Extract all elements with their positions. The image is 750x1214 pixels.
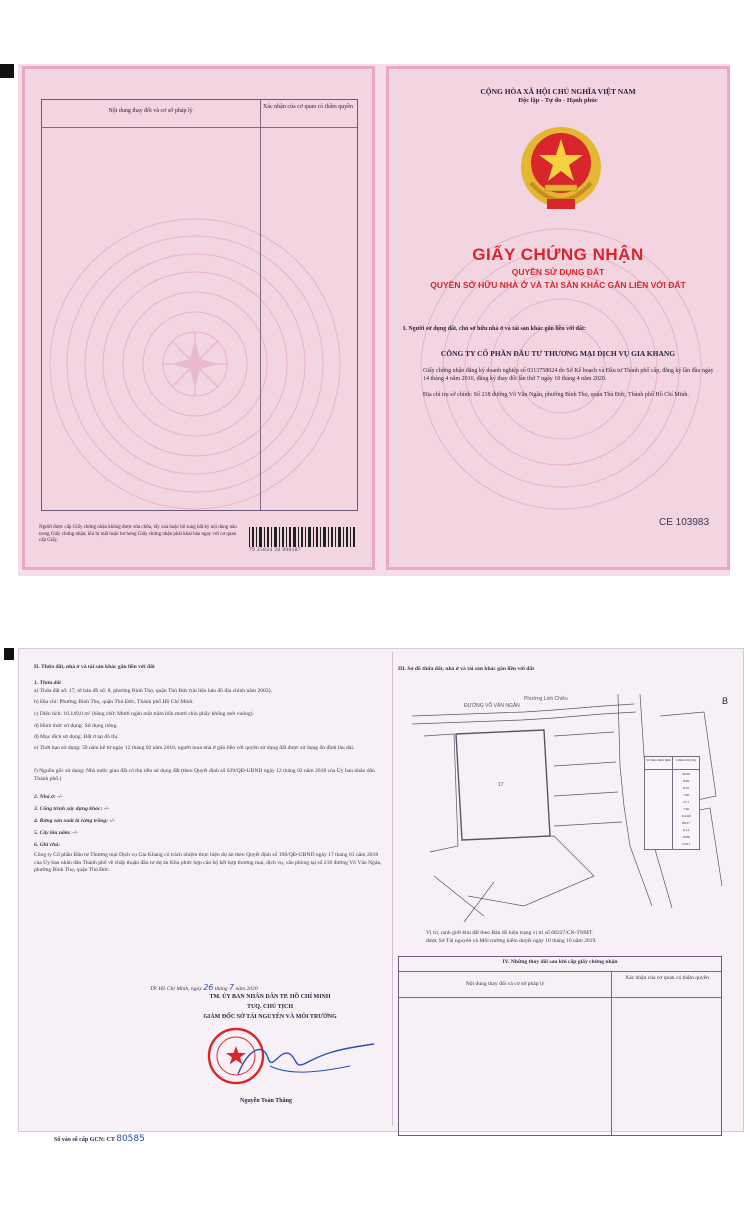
parcel-address: b) Địa chỉ: Phường Bình Thọ, quận Thủ Đức, Thành phố Hồ Chí Minh. <box>34 699 194 705</box>
coord-row: 8.14 <box>682 828 690 832</box>
road-label: ĐƯỜNG VÕ VĂN NGÂN <box>464 703 520 709</box>
coord-row: 7.00 <box>682 807 690 811</box>
coord-row: 112.60 <box>681 814 691 818</box>
coord-row: 99.38 <box>682 772 690 776</box>
other-construction: 3. Công trình xây dựng khác: -/- <box>34 806 109 812</box>
business-registration: Giấy chứng nhận đăng ký doanh nghiệp số 0313758024 do Sở Kế hoạch và Đầu tư Thành phố cấp, đăng ký lần đầu ngày 14 tháng 4 năm 2016, đăng ký thay đổi lần thứ 7 ngày 10 tháng 4 năm 2020. <box>423 368 714 382</box>
national-emblem-icon <box>517 125 605 215</box>
signatory-line-3: GIÁM ĐỐC SỞ TÀI NGUYÊN VÀ MÔI TRƯỜNG <box>203 1014 337 1020</box>
coordinates-table <box>644 756 700 850</box>
coord-row: 6.35 <box>682 786 690 790</box>
issue-date-mid: tháng <box>214 986 228 992</box>
page-fold <box>392 652 393 1126</box>
change-table <box>41 99 358 511</box>
notes-text: Công ty Cổ phần Đầu tư Thương mại Dịch vụ Gia Khang có trách nhiệm thực hiện dự án theo Quyết định số 198/QĐ-UBND ngày 17 tháng 01 năm 2018 của Ủy ban nhân dân Thành phố về chấp thuận đầu tư dự án Khu phức hợp căn hộ kết hợp thương mại, dịch vụ, văn phòng tại số 218 đường Võ Văn Ngân, phường Bình Thọ, quận Thủ Đức. <box>34 852 382 874</box>
country-name: CỘNG HÒA XÃ HỘI CHỦ NGHĨA VIỆT NAM <box>480 87 636 96</box>
section-4-heading: IV. Những thay đổi sau khi cấp giấy chứng nhận <box>502 959 618 965</box>
issue-day: 26 <box>203 983 214 992</box>
register-number <box>54 1134 145 1144</box>
map-caption-1: Vị trí, ranh giới khu đất theo Bản đồ hiện trạng vị trí số 68227/CN-TNMT <box>426 930 593 936</box>
coord-col-1-header: Số hiệu đỉnh thửa <box>646 758 671 762</box>
col-header-content: Nội dung thay đổi và cơ sở pháp lý <box>108 108 193 114</box>
coord-col-2-header: Chiều dài (m) <box>676 758 696 762</box>
coord-row: 16.80 <box>682 835 690 839</box>
usage-origin: f) Nguồn gốc sử dụng: Nhà nước giao đất có thu tiền sử dụng đất (theo Quyết định số 629/QĐ-UBND ngày 12 tháng 02 năm 2018 của Ủy ban nhân dân Thành phố.) <box>34 768 375 782</box>
head-office-address: Địa chỉ trụ sở chính: Số 218 đường Võ Văn Ngân, phường Bình Thọ, quận Thủ Đức, Thành phố Hồ Chí Minh. <box>423 392 689 398</box>
coord-row: 4.71 <box>682 800 690 804</box>
changes-table <box>398 956 722 1136</box>
parcel-number: a) Thửa đất số: 17, tờ bản đồ số: 8, phường Bình Thọ, quận Thủ Đức (tài liệu bản đồ địa chính năm 2003). <box>34 688 272 694</box>
coord-row: 86.37 <box>682 821 690 825</box>
register-label: Số vào sổ cấp GCN: CT <box>54 1137 115 1143</box>
barcode <box>249 527 355 547</box>
perennial-trees: 5. Cây lâu năm: -/- <box>34 830 78 836</box>
serial-number: CE 103983 <box>659 517 710 528</box>
parcel-number-label: 17 <box>498 782 504 788</box>
usage-purpose: đ) Mục đích sử dụng: Đất ở tại đô thị. <box>34 734 119 740</box>
usage-form: d) Hình thức sử dụng: Sử dụng riêng. <box>34 723 118 729</box>
handwritten-signature <box>230 1036 380 1086</box>
coord-row: 7.00 <box>682 793 690 797</box>
land-parcel-heading: 1. Thửa đất <box>34 680 61 686</box>
coord-row: 55.61 <box>682 842 690 846</box>
parcel-area: c) Diện tích: 10.149,0 m² (bằng chữ: Mười ngàn một trăm bốn mươi chín phẩy không mét vuông). <box>34 711 254 717</box>
issue-date-suffix: năm 2020 <box>235 986 258 992</box>
certificate-subtitle-1: QUYỀN SỬ DỤNG ĐẤT <box>511 267 605 277</box>
certificate-subtitle-2: QUYỀN SỞ HỮU NHÀ Ở VÀ TÀI SẢN KHÁC GẮN LIỀN VỚI ĐẤT <box>430 280 686 290</box>
coord-lengths <box>673 771 699 848</box>
footer-note: Người được cấp Giấy chứng nhận không được sửa chữa, tẩy xóa hoặc bổ sung bất kỳ nội dung nào trong Giấy chứng nhận; khi bị mất hoặc hư hỏng Giấy chứng nhận phải khai báo ngay với cơ quan cấp Giấy. <box>39 525 237 543</box>
issue-date-prefix: TP. Hồ Chí Minh, ngày <box>150 986 202 992</box>
notes-heading: 6. Ghi chú: <box>34 842 61 848</box>
section-2-heading: II. Thửa đất, nhà ở và tài sản khác gắn liền với đất <box>34 664 155 670</box>
left-edge-bar-2 <box>4 648 14 660</box>
left-edge-bar <box>0 64 14 78</box>
col-header-confirm: Xác nhận của cơ quan có thẩm quyền <box>263 104 353 110</box>
ward-label: Phường Linh Chiểu <box>524 696 568 702</box>
cover-left-page <box>22 66 375 570</box>
issue-month: 7 <box>228 983 235 992</box>
map-caption-2: được Sở Tài nguyên và Môi trường kiểm duyệt ngày 10 tháng 10 năm 2019. <box>426 938 597 944</box>
production-forest: 4. Rừng sản xuất là rừng trồng: -/- <box>34 818 115 824</box>
register-value: 80585 <box>116 1134 145 1144</box>
changes-col-content: Nội dung thay đổi và cơ sở pháp lý <box>465 981 545 987</box>
housing: 2. Nhà ở: -/- <box>34 794 63 800</box>
section-3-heading: III. Sơ đồ thửa đất, nhà ở và tài sản khác gắn liền với đất <box>398 666 535 672</box>
barcode-number: 79 25824 20 000187 <box>249 548 302 553</box>
owner-company: CÔNG TY CỔ PHẦN ĐẦU TƯ THƯƠNG MẠI DỊCH VỤ GIA KHANG <box>440 349 676 358</box>
signer-name: Nguyễn Toàn Thắng <box>240 1098 292 1104</box>
north-label: B <box>722 696 729 706</box>
signatory-line-1: TM. ỦY BAN NHÂN DÂN TP. HỒ CHÍ MINH <box>209 994 331 1000</box>
cover-right-page <box>386 66 730 570</box>
changes-col-confirm: Xác nhận của cơ quan có thẩm quyền <box>625 975 709 981</box>
motto: Độc lập - Tự do - Hạnh phúc <box>518 97 598 104</box>
usage-term: e) Thời hạn sử dụng: 50 năm kể từ ngày 12 tháng 02 năm 2018, người mua nhà ở gắn liền với quyền sử dụng đất được sử dụng ổn định lâu dài. <box>34 745 355 751</box>
coord-row: 8.89 <box>682 779 690 783</box>
section-1-heading: I. Người sử dụng đất, chủ sở hữu nhà ở và tài sản khác gắn liền với đất: <box>403 326 586 332</box>
signatory-line-2: TUQ. CHỦ TỊCH <box>246 1004 294 1010</box>
certificate-title: GIẤY CHỨNG NHẬN <box>472 245 644 264</box>
issue-date <box>150 984 390 994</box>
